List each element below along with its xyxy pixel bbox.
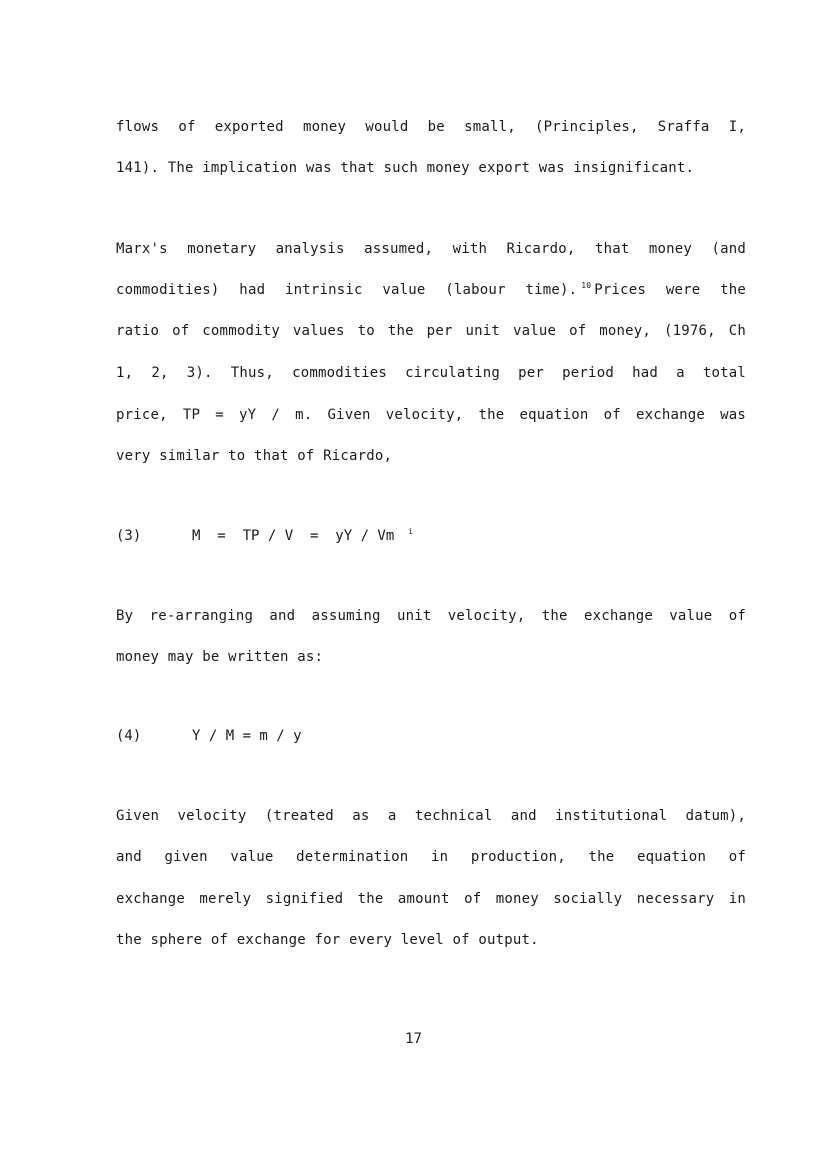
paragraph-2-line-2-text-b: Prices were the bbox=[594, 282, 746, 298]
paragraph-4-line-4: the sphere of exchange for every level of output. bbox=[116, 932, 539, 948]
paragraph-2-line-6: very similar to that of Ricardo, bbox=[116, 448, 393, 464]
equation-3-footnote-marker: i bbox=[408, 527, 414, 536]
paragraph-4-line-1: Given velocity (treated as a technical and institutional datum), bbox=[116, 808, 746, 824]
paragraph-3-line-2: money may be written as: bbox=[116, 649, 324, 665]
paragraph-1-line-2: 141). The implication was that such money export was insignificant. bbox=[116, 160, 695, 176]
equation-3 bbox=[116, 527, 416, 545]
paragraph-3-line-1: By re-arranging and assuming unit velocity, the exchange value of bbox=[116, 608, 746, 624]
paragraph-2-line-1: Marx's monetary analysis assumed, with Ricardo, that money (and bbox=[116, 241, 746, 257]
page-number: 17 bbox=[405, 1031, 422, 1047]
equation-3-number: (3) bbox=[116, 528, 142, 544]
paragraph-2-line-3: ratio of commodity values to the per unit value of money, (1976, Ch bbox=[116, 323, 746, 339]
equation-3-formula: M = TP / V = yY / Vm bbox=[192, 528, 395, 544]
equation-4-formula: Y / M = m / y bbox=[192, 728, 302, 744]
equation-4-number: (4) bbox=[116, 728, 142, 744]
paragraph-2-line-2 bbox=[116, 281, 746, 299]
paragraph-1-line-1: flows of exported money would be small, (Principles, Sraffa I, bbox=[116, 119, 746, 135]
paragraph-4-line-3: exchange merely signified the amount of money socially necessary in bbox=[116, 891, 746, 907]
paragraph-4-line-2: and given value determination in production, the equation of bbox=[116, 849, 746, 865]
equation-4 bbox=[116, 727, 302, 745]
paragraph-2-line-4: 1, 2, 3). Thus, commodities circulating per period had a total bbox=[116, 365, 746, 381]
paragraph-2-line-2-text-a: commodities) had intrinsic value (labour time). bbox=[116, 282, 578, 298]
footnote-marker-10: 10 bbox=[581, 281, 592, 290]
paragraph-2-line-5: price, TP = yY / m. Given velocity, the equation of exchange was bbox=[116, 407, 746, 423]
